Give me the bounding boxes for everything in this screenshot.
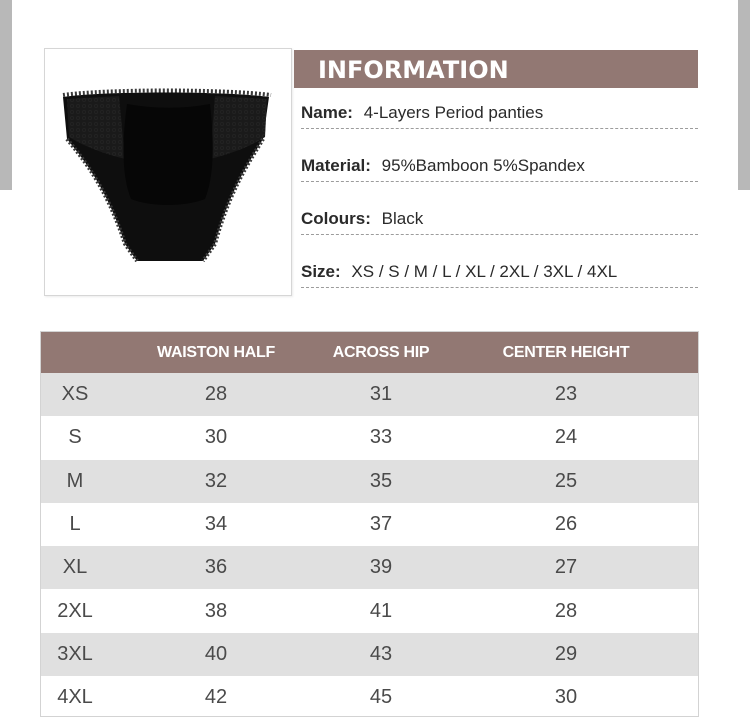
table-row bbox=[41, 503, 698, 546]
cell-hip: 43 bbox=[369, 642, 393, 665]
cell-hip: 45 bbox=[369, 686, 393, 709]
material-value: 95%Bamboon 5%Spandex bbox=[381, 156, 585, 175]
info-row-material bbox=[301, 151, 698, 182]
table-row bbox=[41, 416, 698, 459]
cell-hip: 35 bbox=[369, 469, 393, 492]
material-label: Material: bbox=[301, 156, 371, 175]
cell-hip: 31 bbox=[369, 383, 393, 405]
info-row-colours bbox=[301, 204, 698, 235]
table-row bbox=[41, 590, 698, 633]
info-row-name bbox=[301, 98, 698, 129]
panties-illustration bbox=[45, 49, 291, 295]
cell-size: XS bbox=[61, 383, 89, 405]
table-row bbox=[41, 460, 698, 503]
info-row-size bbox=[301, 257, 698, 288]
cell-height: 23 bbox=[554, 383, 578, 405]
colours-value: Black bbox=[381, 209, 424, 228]
cell-waist: 42 bbox=[204, 686, 228, 709]
name-label: Name: bbox=[301, 103, 353, 122]
cell-height: 28 bbox=[554, 599, 578, 622]
cell-height: 29 bbox=[554, 642, 578, 665]
information-header: INFORMATION bbox=[294, 50, 698, 88]
cell-size: M bbox=[66, 469, 84, 492]
size-label: Size: bbox=[301, 262, 341, 281]
cell-waist: 36 bbox=[204, 556, 228, 579]
cell-size: XL bbox=[62, 556, 88, 579]
cell-hip: 41 bbox=[369, 599, 393, 622]
size-chart-table bbox=[40, 331, 699, 717]
cell-height: 27 bbox=[554, 556, 578, 579]
cell-size: 3XL bbox=[57, 642, 93, 665]
cell-height: 26 bbox=[554, 512, 578, 535]
header-center-height: CENTER HEIGHT bbox=[502, 344, 630, 361]
cell-waist: 30 bbox=[204, 426, 228, 449]
cell-height: 24 bbox=[554, 426, 578, 449]
cell-size: S bbox=[68, 426, 82, 449]
cell-hip: 39 bbox=[369, 556, 393, 579]
cell-hip: 37 bbox=[369, 512, 393, 535]
header-waist-on-half: WAISTON HALF bbox=[157, 344, 275, 361]
cell-size: L bbox=[69, 512, 81, 535]
cell-height: 25 bbox=[554, 469, 578, 492]
cell-waist: 28 bbox=[204, 383, 228, 405]
cell-size: 4XL bbox=[57, 686, 93, 709]
table-row bbox=[41, 373, 698, 416]
table-row bbox=[41, 676, 698, 717]
cell-waist: 40 bbox=[204, 642, 228, 665]
size-value: XS / S / M / L / XL / 2XL / 3XL / 4XL bbox=[351, 262, 618, 281]
table-header bbox=[41, 332, 698, 373]
cell-waist: 32 bbox=[204, 469, 228, 492]
cell-hip: 33 bbox=[369, 426, 393, 449]
header-across-hip: ACROSS HIP bbox=[332, 344, 430, 361]
colours-label: Colours: bbox=[301, 209, 371, 228]
name-value: 4-Layers Period panties bbox=[363, 103, 544, 122]
product-image bbox=[44, 48, 292, 296]
cell-height: 30 bbox=[554, 686, 578, 709]
cell-waist: 38 bbox=[204, 599, 228, 622]
cell-size: 2XL bbox=[57, 599, 93, 622]
table-row bbox=[41, 633, 698, 676]
table-row bbox=[41, 546, 698, 589]
cell-waist: 34 bbox=[204, 512, 228, 535]
